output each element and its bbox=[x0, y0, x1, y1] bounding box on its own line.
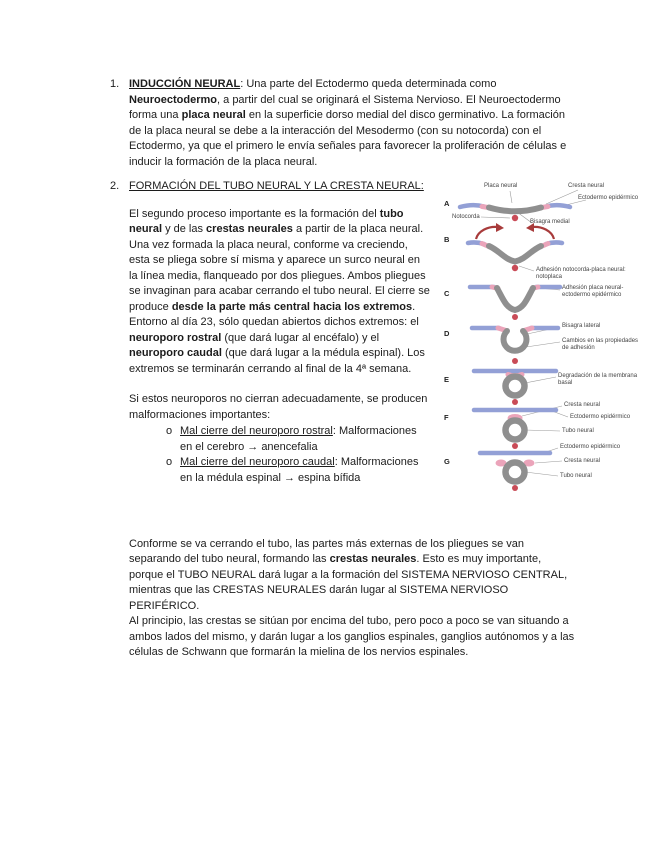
label-tubo-neural-g: Tubo neural bbox=[560, 472, 592, 479]
label-ectodermo-f: Ectodermo epidérmico bbox=[570, 413, 631, 420]
label-bisagra-lateral: Bisagra lateral bbox=[562, 322, 601, 329]
stage-c-groove-shape bbox=[470, 287, 560, 320]
list-item-neuroporo-rostral bbox=[166, 424, 431, 455]
stage-letter-e: E bbox=[444, 374, 450, 384]
malformaciones-paragraph bbox=[129, 392, 431, 423]
label-degradacion-membrana: Degradación de la membrana basal bbox=[558, 372, 638, 386]
stage-f-crest-on-tube-shape bbox=[474, 410, 556, 449]
label-cresta-neural-top: Cresta neural bbox=[568, 182, 605, 189]
tubo-neural-paragraph bbox=[129, 207, 431, 378]
label-bisagra-medial: Bisagra medial bbox=[530, 218, 570, 225]
closing-paragraphs bbox=[129, 537, 575, 661]
text-run: Mal cierre del neuroporo caudal bbox=[180, 456, 335, 468]
label-ectodermo-g: Ectodermo epidérmico bbox=[560, 443, 621, 450]
malformaciones-list bbox=[129, 424, 431, 486]
stage-letter-a: A bbox=[444, 198, 450, 208]
label-cresta-neural-f: Cresta neural bbox=[564, 401, 601, 408]
left-text-column bbox=[129, 207, 431, 487]
text-run: y de las bbox=[162, 223, 207, 235]
text-run: tubo neural bbox=[129, 207, 404, 235]
text-run: INDUCCIÓN NEURAL bbox=[129, 78, 241, 90]
text-run: Neuroectodermo bbox=[129, 93, 218, 106]
text-run: , a partir del cual se originará el Sistema Nervioso. El Neuroectodermo forma una bbox=[129, 93, 561, 121]
stage-g-lateral-crest-shape bbox=[480, 453, 550, 491]
numbered-item-induccion bbox=[110, 77, 575, 170]
stage-letter-g: G bbox=[444, 456, 450, 466]
label-adhesion-notoplaca: Adhesión notocorda-placa neural: notoplaca bbox=[536, 266, 626, 280]
item-number: 2. bbox=[110, 180, 120, 192]
text-run: neuroporo rostral bbox=[129, 331, 222, 344]
label-notocorda: Notocorda bbox=[452, 213, 480, 220]
list-item-neuroporo-caudal bbox=[166, 455, 431, 486]
bullet-marker: o bbox=[166, 425, 173, 437]
text-run: El segundo proceso importante es la formación del bbox=[129, 207, 380, 220]
text-run: : Una parte del Ectodermo queda determinada como bbox=[240, 78, 497, 90]
text-run: desde la parte más central hacia los extremos bbox=[171, 300, 413, 313]
text-run: Al principio, las crestas se sitúan por encima del tubo, pero poco a poco se van situando a ambos lados del mismo, y darán lugar a los ganglios espinales, ganglios autónomos y a las células de Schwann que formarán la mielina de los nervios espinales. bbox=[129, 615, 575, 658]
text-run: Mal cierre del neuroporo rostral bbox=[180, 425, 333, 437]
bullet-marker: o bbox=[166, 456, 173, 468]
text-run: Conforme se va cerrando el tubo, las partes más externas de los pliegues se van separando del tubo neural, formando las bbox=[129, 537, 524, 565]
label-cambios-adhesion: Cambios en las propiedades de adhesión bbox=[562, 337, 639, 351]
text-run: a partir de la placa neural. Una vez formada la placa neural, conforme va creciendo, esta se pliega sobre sí misma y aparece un surco neural en la línea media, flanqueado por dos pliegues. Ambos pliegues se invaginan para acabar cerrando el tubo neural. El cierre se produce bbox=[129, 223, 430, 313]
text-run: (que dará lugar a la médula espinal). Los extremos se terminarán cerrando al final de la 4ª semana. bbox=[129, 347, 425, 375]
stage-d-closing-tube-shape bbox=[472, 328, 558, 364]
induccion-neural-paragraph bbox=[129, 77, 575, 170]
text-run: . Esto es muy importante, porque el TUBO NEURAL dará lugar a la formación del SISTEMA NERVIOSO CENTRAL, mientras que las CRESTAS NEURALES darán lugar al SISTEMA NERVIOSO PERIFÉRICO. bbox=[129, 553, 568, 612]
neurulation-diagram bbox=[440, 181, 650, 521]
al-principio-paragraph bbox=[129, 614, 575, 661]
text-run: . Entorno al día 23, sólo quedan abiertos dichos extremos: el bbox=[129, 300, 419, 328]
text-run: : Malformaciones en el cerebro → anencefalia bbox=[180, 425, 417, 453]
stage-letter-d: D bbox=[444, 328, 450, 338]
text-run: en la superficie dorso medial del disco germinativo. La formación de la placa neural se debe a la interacción del Mesodermo (con su notocorda) con el Ectodermo, ya que el primero le envía señales para favorecer la proliferación de células e inducir la formación de la placa neural. bbox=[129, 109, 567, 168]
text-run: : Malformaciones en la médula espinal → espina bífida bbox=[180, 456, 419, 484]
stage-letter-b: B bbox=[444, 234, 450, 244]
bullet-text bbox=[180, 455, 431, 486]
stage-b-folding-shape bbox=[468, 223, 562, 271]
document-page bbox=[110, 77, 639, 661]
label-adhesion-placa-ectodermo: Adhesión placa neural-ectodermo epidérmico bbox=[562, 284, 624, 298]
stage-e-closed-tube-shape bbox=[474, 371, 556, 405]
stage-letter-c: C bbox=[444, 288, 450, 298]
text-run: placa neural bbox=[181, 109, 246, 121]
crestas-neurales-paragraph bbox=[129, 537, 575, 615]
text-run: Si estos neuroporos no cierran adecuadamente, se producen malformaciones importantes: bbox=[129, 393, 428, 421]
bullet-text bbox=[180, 424, 431, 455]
text-run: crestas neurales bbox=[329, 553, 417, 565]
text-run: (que dará lugar al encéfalo) y el bbox=[221, 331, 380, 344]
text-run: crestas neurales bbox=[206, 223, 293, 235]
stage-letter-f: F bbox=[444, 412, 449, 422]
label-ectodermo-top: Ectodermo epidérmico bbox=[578, 194, 639, 201]
label-cresta-neural-g: Cresta neural bbox=[564, 457, 601, 464]
label-placa-neural: Placa neural bbox=[484, 182, 518, 189]
label-tubo-neural-f: Tubo neural bbox=[562, 427, 594, 434]
text-run: neuroporo caudal bbox=[129, 347, 222, 359]
item-number: 1. bbox=[110, 78, 120, 90]
text-run: FORMACIÓN DEL TUBO NEURAL Y LA CRESTA NEURAL: bbox=[129, 180, 424, 192]
